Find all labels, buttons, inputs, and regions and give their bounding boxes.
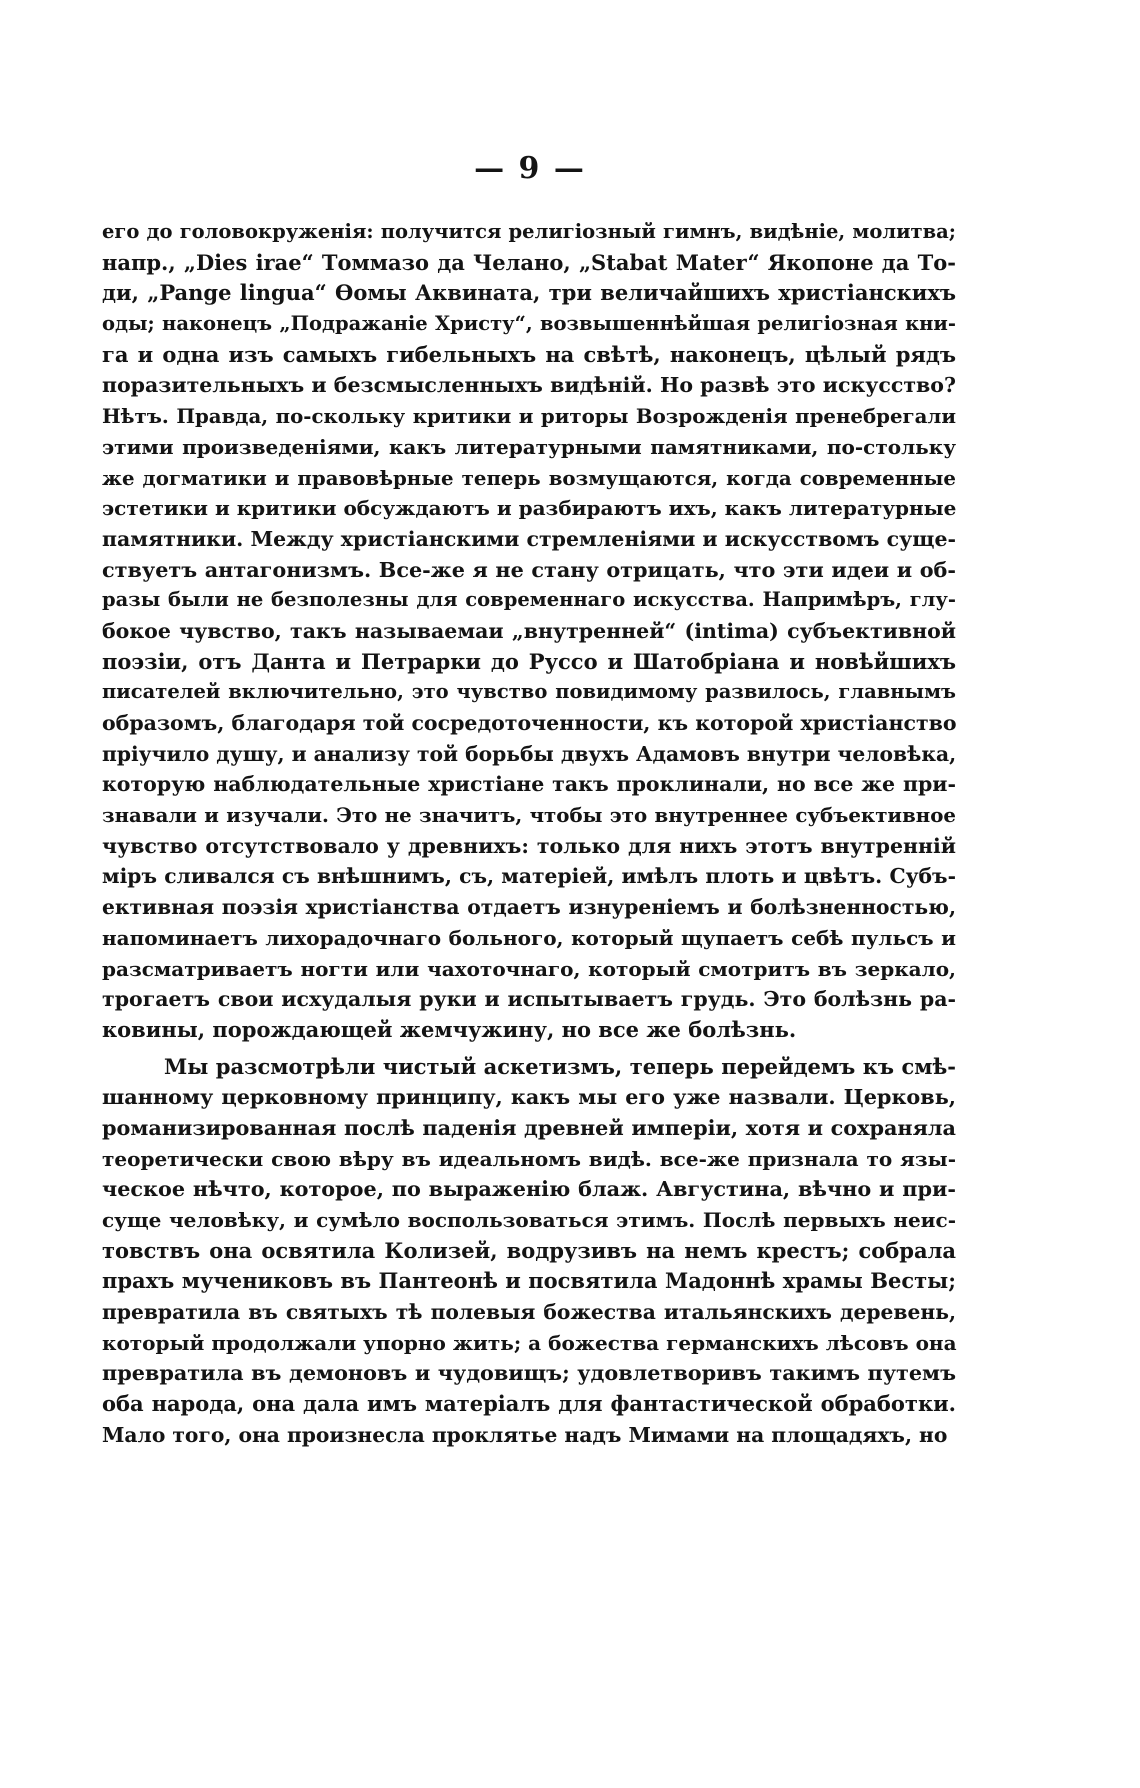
text-line: его до головокруженія: получится религіозный гимнъ, видѣніе, молитва;: [102, 220, 956, 243]
text-line: оды; наконецъ „Подражаніе Христу“, возвышеннѣйшая религіозная кни-: [102, 312, 956, 336]
body-text: [102, 217, 956, 1451]
text-line: ческое нѣчто, которое, по выраженію блаж. Августина, вѣчно и при-: [102, 1177, 956, 1202]
text-line: напр., „Dies irae“ Томмазо да Челано, „Stabat Mater“ Якопоне да То-: [102, 249, 956, 275]
text-line: которую наблюдательные христіане такъ проклинали, но все же при-: [102, 772, 956, 797]
text-line: писателей включительно, это чувство повидимому развилось, главнымъ: [102, 680, 956, 704]
text-line: Нѣтъ. Правда, по-скольку критики и риторы Возрожденія пренебрегали: [102, 404, 956, 429]
text-line: этими произведеніями, какъ литературными памятниками, по-стольку: [102, 434, 956, 459]
text-line: же догматики и правовѣрные теперь возмущаются, когда современные: [102, 465, 956, 490]
text-line: га и одна изъ самыхъ гибельныхъ на свѣтѣ, наконецъ, цѣлый рядъ: [102, 341, 956, 367]
text-line: разы были не безполезны для современнаго искусства. Напримѣръ, глу-: [102, 588, 956, 612]
text-line: знавали и изучали. Это не значитъ, чтобы это внутреннее субъективное: [102, 803, 956, 828]
text-line: ди, „Pange lingua“ Ѳомы Аквината, три величайшихъ христіанскихъ: [102, 280, 956, 306]
text-line: образомъ, благодаря той сосредоточенности, къ которой христіанство: [102, 711, 957, 735]
paragraph-2: [102, 1052, 956, 1451]
text-line: превратила въ демоновъ и чудовищъ; удовлетворивъ такимъ путемъ: [102, 1361, 956, 1386]
text-line: разсматриваетъ ногти или чахоточнаго, который смотритъ въ зеркало,: [102, 956, 956, 981]
page-number: — 9 —: [474, 151, 586, 186]
text-line: эстетики и критики обсуждаютъ и разбираютъ ихъ, какъ литературные: [102, 496, 957, 521]
text-line: шанному церковному принципу, какъ мы его уже назвали. Церковь,: [102, 1085, 956, 1110]
text-line: прахъ мучениковъ въ Пантеонѣ и посвятила Мадоннѣ храмы Весты;: [102, 1268, 956, 1294]
text-line: оба народа, она дала имъ матеріалъ для фантастической обработки.: [102, 1391, 956, 1417]
text-line: Мы разсмотрѣли чистый аскетизмъ, теперь перейдемъ къ смѣ-: [164, 1053, 956, 1079]
text-line: ективная поэзія христіанства отдаетъ изнуреніемъ и болѣзненностью,: [102, 895, 956, 920]
text-line: чувство отсутствовало у древнихъ: только для нихъ этотъ внутренній: [102, 833, 956, 858]
text-line: памятники. Между христіанскими стремленіями и искусствомъ суще-: [102, 526, 956, 551]
text-line: міръ сливался съ внѣшнимъ, съ, матеріей, имѣлъ плоть и цвѣтъ. Субъ-: [102, 864, 956, 889]
text-line: который продолжали упорно жить; а божества германскихъ лѣсовъ она: [102, 1330, 957, 1355]
text-line: романизированная послѣ паденія древней имперіи, хотя и сохраняла: [102, 1115, 956, 1140]
text-line: теоретически свою вѣру въ идеальномъ видѣ. все-же признала то язы-: [102, 1146, 956, 1171]
text-line: суще человѣку, и сумѣло воспользоваться этимъ. Послѣ первыхъ неис-: [102, 1208, 956, 1232]
text-line: превратила въ святыхъ тѣ полевыя божества итальянскихъ деревень,: [102, 1300, 956, 1325]
paragraph-1: [102, 217, 956, 1046]
text-line: бокое чувство, такъ называемаи „внутренней“ (intima) субъективной: [102, 618, 956, 643]
text-line: поэзіи, отъ Данта и Петрарки до Руссо и Шатобріана и новѣйшихъ: [102, 648, 956, 674]
text-line: пріучило душу, и анализу той борьбы двухъ Адамовъ внутри человѣка,: [102, 741, 957, 766]
text-line: трогаетъ свои исхудалыя руки и испытываетъ грудь. Это болѣзнь ра-: [102, 987, 956, 1012]
text-line: товствъ она освятила Колизей, водрузивъ на немъ крестъ; собрала: [102, 1237, 956, 1263]
text-line: Мало того, она произнесла проклятье надъ Мимами на площадяхъ, но: [102, 1422, 948, 1447]
text-line: напоминаетъ лихорадочнаго больного, который щупаетъ себѣ пульсъ и: [102, 925, 956, 950]
text-line: ствуетъ антагонизмъ. Все-же я не стану отрицать, что эти идеи и об-: [102, 557, 956, 582]
text-line: ковины, порождающей жемчужину, но все же болѣзнь.: [102, 1016, 797, 1042]
text-line: поразительныхъ и безсмысленныхъ видѣній. Но развѣ это искусство?: [102, 373, 956, 398]
